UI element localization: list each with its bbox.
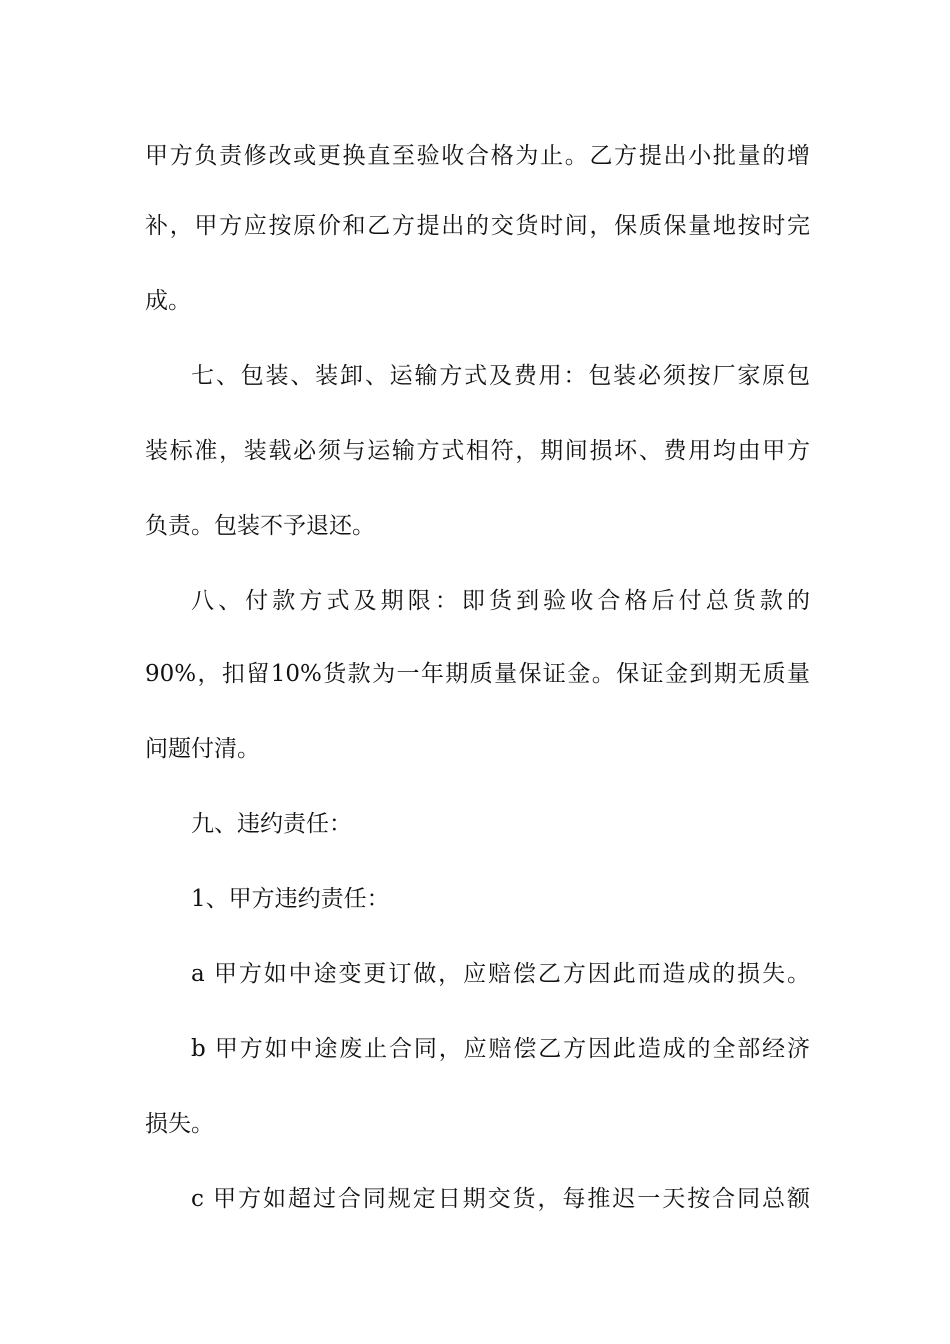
paragraph-line: 问题付清。 — [145, 736, 260, 762]
paragraph-line: 装标准，装载必须与运输方式相符，期间损坏、费用均由甲方 — [145, 438, 810, 464]
section-heading-line: 八、付款方式及期限：即货到验收合格后付总货款的 — [191, 588, 810, 614]
paragraph-line: 成。 — [145, 288, 191, 314]
paragraph-line: 90%，扣留10%货款为一年期质量保证金。保证金到期无质量 — [145, 661, 810, 687]
paragraph-line: 负责。包装不予退还。 — [145, 513, 375, 539]
subsection-heading-line: 1、甲方违约责任： — [191, 886, 390, 912]
section-heading-line: 七、包装、装卸、运输方式及费用：包装必须按厂家原包 — [191, 363, 810, 389]
clause-line: c 甲方如超过合同规定日期交货，每推迟一天按合同总额 — [191, 1186, 810, 1212]
section-heading-line: 九、违约责任： — [191, 811, 352, 837]
paragraph-line: 损失。 — [145, 1111, 214, 1137]
clause-line: b 甲方如中途废止合同，应赔偿乙方因此造成的全部经济 — [191, 1036, 810, 1062]
paragraph-line: 甲方负责修改或更换直至验收合格为止。乙方提出小批量的增 — [145, 143, 810, 169]
clause-line: a 甲方如中途变更订做，应赔偿乙方因此而造成的损失。 — [191, 961, 810, 987]
paragraph-line: 补，甲方应按原价和乙方提出的交货时间，保质保量地按时完 — [145, 213, 810, 239]
